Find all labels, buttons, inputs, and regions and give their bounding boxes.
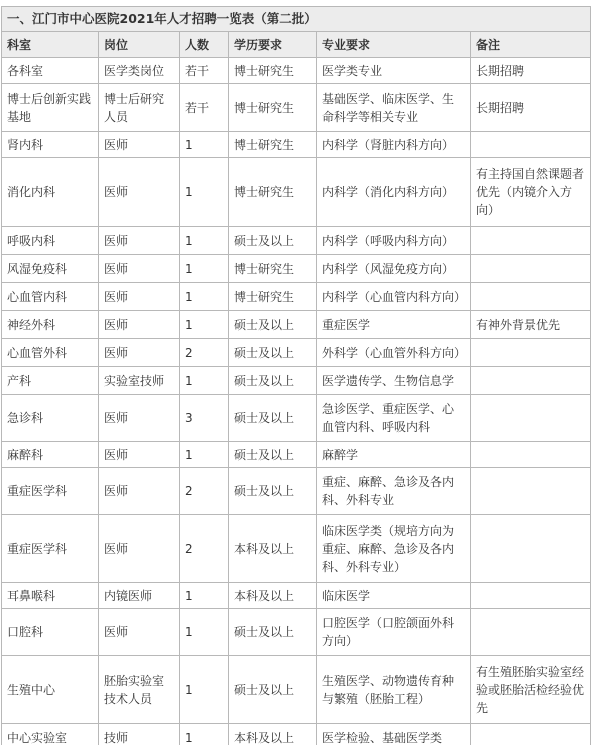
note-cell: [471, 255, 591, 283]
table-row: [2, 583, 591, 609]
major-cell: 临床医学类（规培方向为重症、麻醉、急诊及各内科、外科专业）: [317, 515, 471, 583]
table-row: [2, 227, 591, 255]
post-cell: 医师: [99, 442, 180, 468]
major-cell: 内科学（风湿免疫方向）: [317, 255, 471, 283]
table-row: [2, 442, 591, 468]
major-cell: 重症医学: [317, 311, 471, 339]
count-cell: 1: [180, 283, 229, 311]
post-cell: 实验室技师: [99, 367, 180, 395]
dept-cell: 产科: [2, 367, 99, 395]
education-cell: 硕士及以上: [229, 227, 317, 255]
count-cell: 1: [180, 367, 229, 395]
major-cell: 重症、麻醉、急诊及各内科、外科专业: [317, 468, 471, 515]
count-cell: 1: [180, 311, 229, 339]
table-row: [2, 283, 591, 311]
note-cell: [471, 339, 591, 367]
education-cell: 本科及以上: [229, 515, 317, 583]
post-cell: 医师: [99, 468, 180, 515]
table-row: [2, 58, 591, 84]
dept-cell: 耳鼻喉科: [2, 583, 99, 609]
recruitment-table: [1, 6, 591, 745]
education-cell: 硕士及以上: [229, 656, 317, 724]
table-title: 一、江门市中心医院2021年人才招聘一览表（第二批）: [2, 7, 591, 32]
note-cell: 有主持国自然课题者优先（内镜介入方向）: [471, 158, 591, 227]
col-header-count: 人数: [180, 32, 229, 58]
post-cell: 医师: [99, 158, 180, 227]
note-cell: [471, 515, 591, 583]
table-row: [2, 395, 591, 442]
post-cell: 医师: [99, 515, 180, 583]
table-row: [2, 724, 591, 745]
post-cell: 医师: [99, 339, 180, 367]
count-cell: 1: [180, 583, 229, 609]
education-cell: 硕士及以上: [229, 311, 317, 339]
education-cell: 博士研究生: [229, 158, 317, 227]
dept-cell: 麻醉科: [2, 442, 99, 468]
count-cell: 1: [180, 442, 229, 468]
header-row: [2, 32, 591, 58]
table-row: [2, 367, 591, 395]
major-cell: 基础医学、临床医学、生命科学等相关专业: [317, 84, 471, 132]
dept-cell: 急诊科: [2, 395, 99, 442]
education-cell: 博士研究生: [229, 58, 317, 84]
dept-cell: 中心实验室: [2, 724, 99, 745]
major-cell: 临床医学: [317, 583, 471, 609]
count-cell: 若干: [180, 84, 229, 132]
table-body: [2, 7, 591, 745]
count-cell: 1: [180, 227, 229, 255]
major-cell: 内科学（心血管内科方向）: [317, 283, 471, 311]
note-cell: 有生殖胚胎实验室经验或胚胎活检经验优先: [471, 656, 591, 724]
post-cell: 医学类岗位: [99, 58, 180, 84]
dept-cell: 神经外科: [2, 311, 99, 339]
dept-cell: 博士后创新实践基地: [2, 84, 99, 132]
col-header-note: 备注: [471, 32, 591, 58]
table-row: [2, 468, 591, 515]
note-cell: [471, 367, 591, 395]
table-row: [2, 158, 591, 227]
count-cell: 若干: [180, 58, 229, 84]
note-cell: 长期招聘: [471, 84, 591, 132]
count-cell: 1: [180, 255, 229, 283]
title-row: [2, 7, 591, 32]
post-cell: 技师: [99, 724, 180, 745]
count-cell: 2: [180, 339, 229, 367]
note-cell: [471, 609, 591, 656]
note-cell: [471, 227, 591, 255]
dept-cell: 重症医学科: [2, 515, 99, 583]
post-cell: 胚胎实验室技术人员: [99, 656, 180, 724]
post-cell: 博士后研究人员: [99, 84, 180, 132]
table-row: [2, 84, 591, 132]
major-cell: 口腔医学（口腔颌面外科方向）: [317, 609, 471, 656]
count-cell: 2: [180, 468, 229, 515]
table-row: [2, 515, 591, 583]
dept-cell: 肾内科: [2, 132, 99, 158]
education-cell: 博士研究生: [229, 132, 317, 158]
post-cell: 医师: [99, 609, 180, 656]
major-cell: 内科学（呼吸内科方向）: [317, 227, 471, 255]
count-cell: 1: [180, 609, 229, 656]
major-cell: 外科学（心血管外科方向）: [317, 339, 471, 367]
education-cell: 本科及以上: [229, 724, 317, 745]
count-cell: 1: [180, 656, 229, 724]
education-cell: 硕士及以上: [229, 339, 317, 367]
dept-cell: 重症医学科: [2, 468, 99, 515]
education-cell: 博士研究生: [229, 84, 317, 132]
note-cell: [471, 468, 591, 515]
post-cell: 医师: [99, 395, 180, 442]
note-cell: [471, 442, 591, 468]
dept-cell: 各科室: [2, 58, 99, 84]
col-header-education: 学历要求: [229, 32, 317, 58]
education-cell: 硕士及以上: [229, 442, 317, 468]
note-cell: 有神外背景优先: [471, 311, 591, 339]
note-cell: [471, 724, 591, 745]
col-header-major: 专业要求: [317, 32, 471, 58]
post-cell: 内镜医师: [99, 583, 180, 609]
dept-cell: 消化内科: [2, 158, 99, 227]
note-cell: 长期招聘: [471, 58, 591, 84]
table-row: [2, 132, 591, 158]
dept-cell: 风湿免疫科: [2, 255, 99, 283]
education-cell: 博士研究生: [229, 255, 317, 283]
education-cell: 硕士及以上: [229, 367, 317, 395]
dept-cell: 心血管内科: [2, 283, 99, 311]
table-row: [2, 609, 591, 656]
dept-cell: 心血管外科: [2, 339, 99, 367]
count-cell: 1: [180, 724, 229, 745]
dept-cell: 口腔科: [2, 609, 99, 656]
post-cell: 医师: [99, 227, 180, 255]
post-cell: 医师: [99, 255, 180, 283]
major-cell: 麻醉学: [317, 442, 471, 468]
table-row: [2, 656, 591, 724]
education-cell: 本科及以上: [229, 583, 317, 609]
note-cell: [471, 395, 591, 442]
major-cell: 医学检验、基础医学类: [317, 724, 471, 745]
major-cell: 内科学（消化内科方向）: [317, 158, 471, 227]
col-header-post: 岗位: [99, 32, 180, 58]
note-cell: [471, 132, 591, 158]
major-cell: 医学遗传学、生物信息学: [317, 367, 471, 395]
count-cell: 1: [180, 158, 229, 227]
note-cell: [471, 283, 591, 311]
major-cell: 急诊医学、重症医学、心血管内科、呼吸内科: [317, 395, 471, 442]
note-cell: [471, 583, 591, 609]
education-cell: 硕士及以上: [229, 395, 317, 442]
count-cell: 3: [180, 395, 229, 442]
dept-cell: 生殖中心: [2, 656, 99, 724]
education-cell: 硕士及以上: [229, 468, 317, 515]
col-header-dept: 科室: [2, 32, 99, 58]
major-cell: 医学类专业: [317, 58, 471, 84]
table-row: [2, 255, 591, 283]
count-cell: 2: [180, 515, 229, 583]
post-cell: 医师: [99, 283, 180, 311]
table-row: [2, 339, 591, 367]
major-cell: 生殖医学、动物遗传育种与繁殖（胚胎工程）: [317, 656, 471, 724]
table-row: [2, 311, 591, 339]
post-cell: 医师: [99, 311, 180, 339]
dept-cell: 呼吸内科: [2, 227, 99, 255]
post-cell: 医师: [99, 132, 180, 158]
education-cell: 硕士及以上: [229, 609, 317, 656]
count-cell: 1: [180, 132, 229, 158]
education-cell: 博士研究生: [229, 283, 317, 311]
major-cell: 内科学（肾脏内科方向）: [317, 132, 471, 158]
